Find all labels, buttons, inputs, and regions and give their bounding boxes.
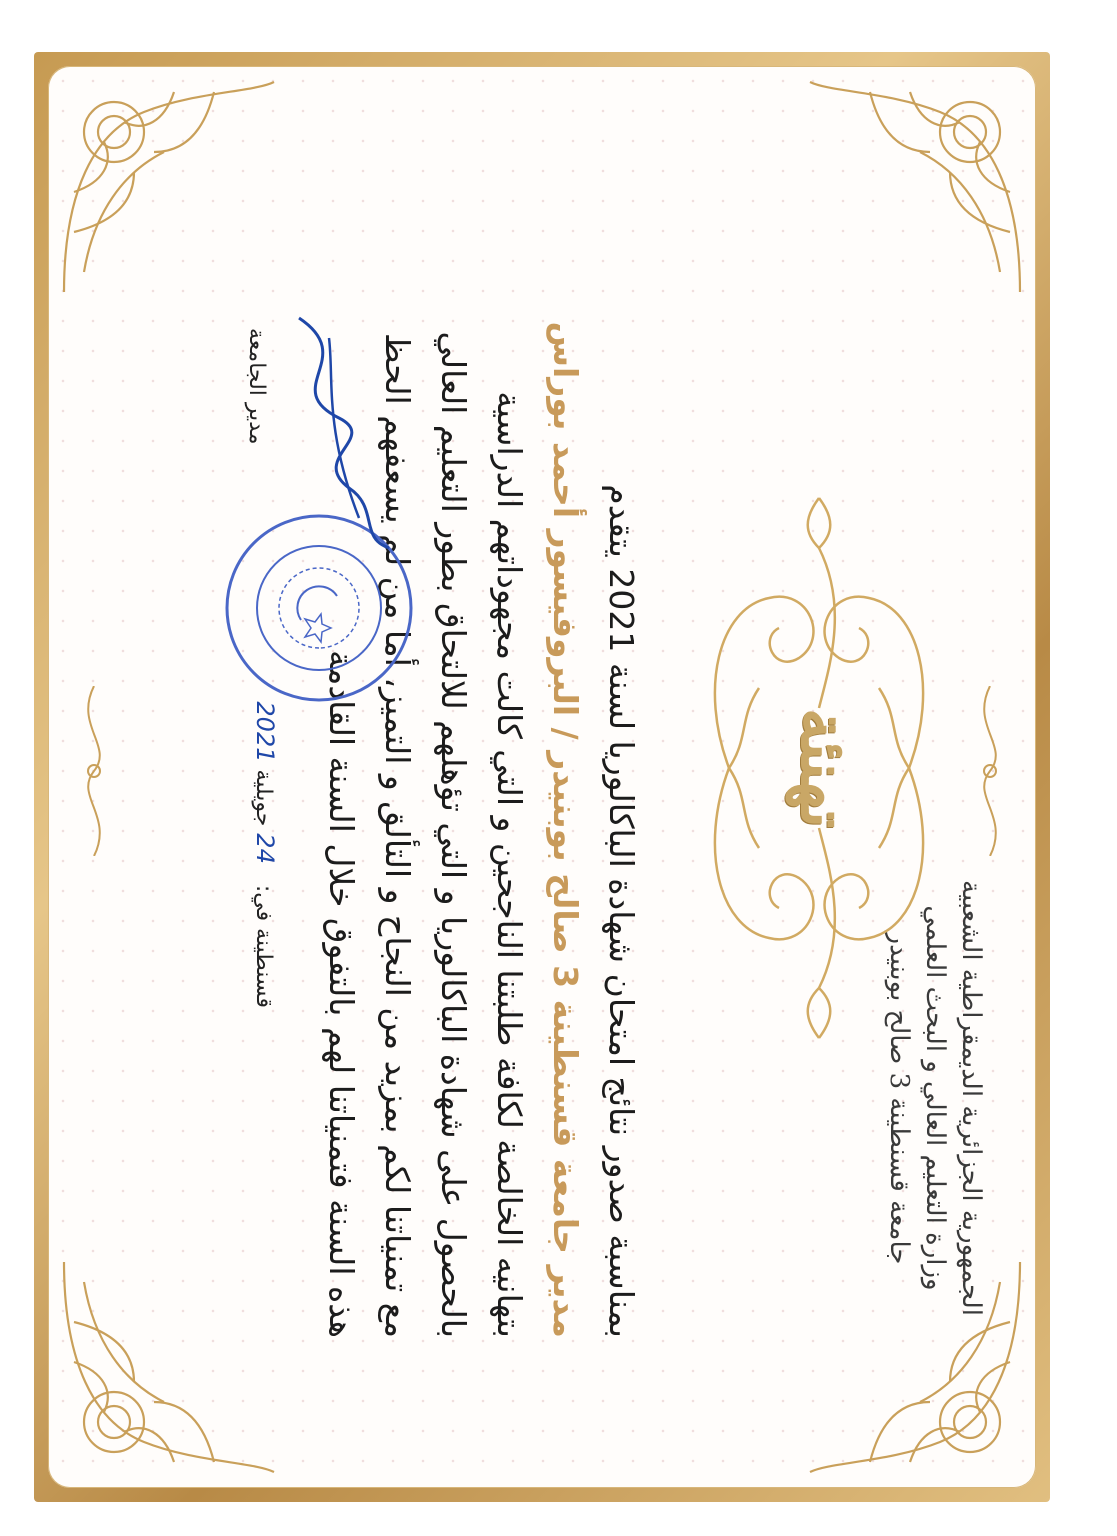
message-line-2-president: مدير جامعة قسنطينة 3 صالح بوبنيدر / البروفيسور أحمد بوراس	[546, 321, 585, 1338]
title-block	[689, 488, 949, 1048]
header-ministry: وزارة التعليم العالي و البحث العلمي	[920, 905, 950, 1291]
certificate-title: تهنئة	[786, 707, 861, 829]
header-republic: الجمهورية الجزائرية الديمقراطية الشعبية	[956, 880, 986, 1316]
signatory-title	[244, 328, 269, 445]
date-prefix: قسنطينة في:	[251, 884, 276, 1008]
date-month: جويلية	[251, 769, 276, 827]
date-year: 2021	[251, 701, 279, 763]
signature	[265, 298, 419, 558]
message-line-4: بالحصول على شهادة الباكالوريا و التي تؤهلهم للالتحاق بطور التعليم العالي	[434, 331, 473, 1338]
message-line-6: هذه السنة فتمنياتنا لهم بالتفوق خلال السنة القادمة	[322, 650, 361, 1338]
date-day: 24	[251, 833, 279, 864]
signatory-role: مدير الجامعة	[244, 328, 269, 445]
message-line-5: مع تمنياتنا لكم بمزيد من النجاح و التألق و التميز، أما من لم يسعفهم الحظ	[378, 332, 417, 1338]
message-line-1: بمناسبة صدور نتائج امتحان شهادة الباكالوريا لسنة 2021 يتقدم	[602, 484, 641, 1338]
issue-date	[251, 701, 279, 1008]
header-university: جامعة قسنطينة 3 صالح بوبنيدر	[884, 931, 914, 1265]
certificate-content	[69, 68, 1049, 1468]
message-line-3: بتهانيه الخالصة لكافة طلبتنا الناجحين و التي كالت مجهوداتهم الدراسية	[490, 391, 529, 1338]
